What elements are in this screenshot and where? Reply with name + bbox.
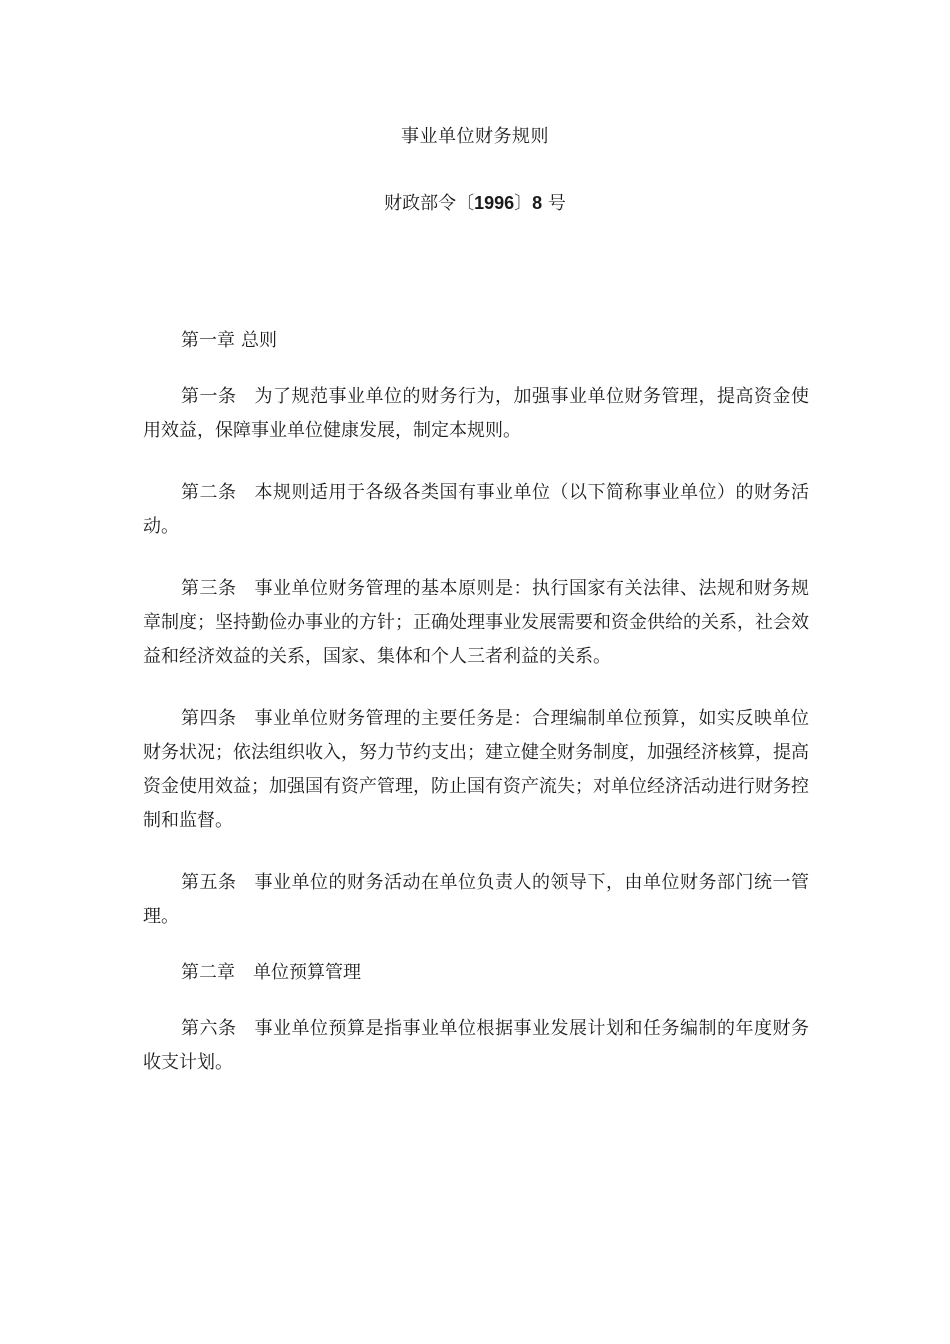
order-suffix: 号 <box>542 193 566 214</box>
article-text: 事业单位的财务活动在单位负责人的领导下，由单位财务部门统一管理。 <box>143 872 809 927</box>
chapter-label: 第二章 <box>181 962 235 983</box>
article-2 <box>143 476 809 544</box>
chapter-2-heading <box>143 956 809 990</box>
article-label: 第二条 <box>181 482 237 503</box>
article-3 <box>143 572 809 674</box>
article-label: 第一条 <box>181 386 237 407</box>
article-text: 事业单位预算是指事业单位根据事业发展计划和任务编制的年度财务收支计划。 <box>143 1018 809 1073</box>
article-text: 为了规范事业单位的财务行为，加强事业单位财务管理，提高资金使用效益，保障事业单位健康发展，制定本规则。 <box>143 386 809 441</box>
article-label: 第五条 <box>181 872 237 893</box>
document-body <box>143 324 809 1080</box>
article-label: 第六条 <box>181 1018 237 1039</box>
document-title: 事业单位财务规则 <box>401 126 549 147</box>
article-text: 事业单位财务管理的基本原则是：执行国家有关法律、法规和财务规章制度；坚持勤俭办事业的方针；正确处理事业发展需要和资金供给的关系，社会效益和经济效益的关系，国家、集体和个人三者利益的关系。 <box>143 578 809 667</box>
article-1 <box>143 380 809 448</box>
chapter-title: 总则 <box>241 330 277 351</box>
chapter-label: 第一章 <box>181 330 235 351</box>
chapter-1-heading <box>143 324 809 358</box>
article-text: 本规则适用于各级各类国有事业单位（以下简称事业单位）的财务活动。 <box>143 482 809 537</box>
article-5 <box>143 866 809 934</box>
order-num: 8 <box>532 193 543 213</box>
order-mid: 〕 <box>514 193 533 214</box>
article-label: 第三条 <box>181 578 237 599</box>
order-year: 1996 <box>474 193 515 213</box>
order-number <box>0 190 950 217</box>
order-prefix: 财政部令〔 <box>384 193 475 214</box>
article-label: 第四条 <box>181 708 237 729</box>
article-6 <box>143 1012 809 1080</box>
article-text: 事业单位财务管理的主要任务是：合理编制单位预算，如实反映单位财务状况；依法组织收入，努力节约支出；建立健全财务制度，加强经济核算，提高资金使用效益；加强国有资产管理，防止国有资产流失；对单位经济活动进行财务控制和监督。 <box>143 708 809 831</box>
article-4 <box>143 702 809 838</box>
chapter-title: 单位预算管理 <box>253 962 361 983</box>
